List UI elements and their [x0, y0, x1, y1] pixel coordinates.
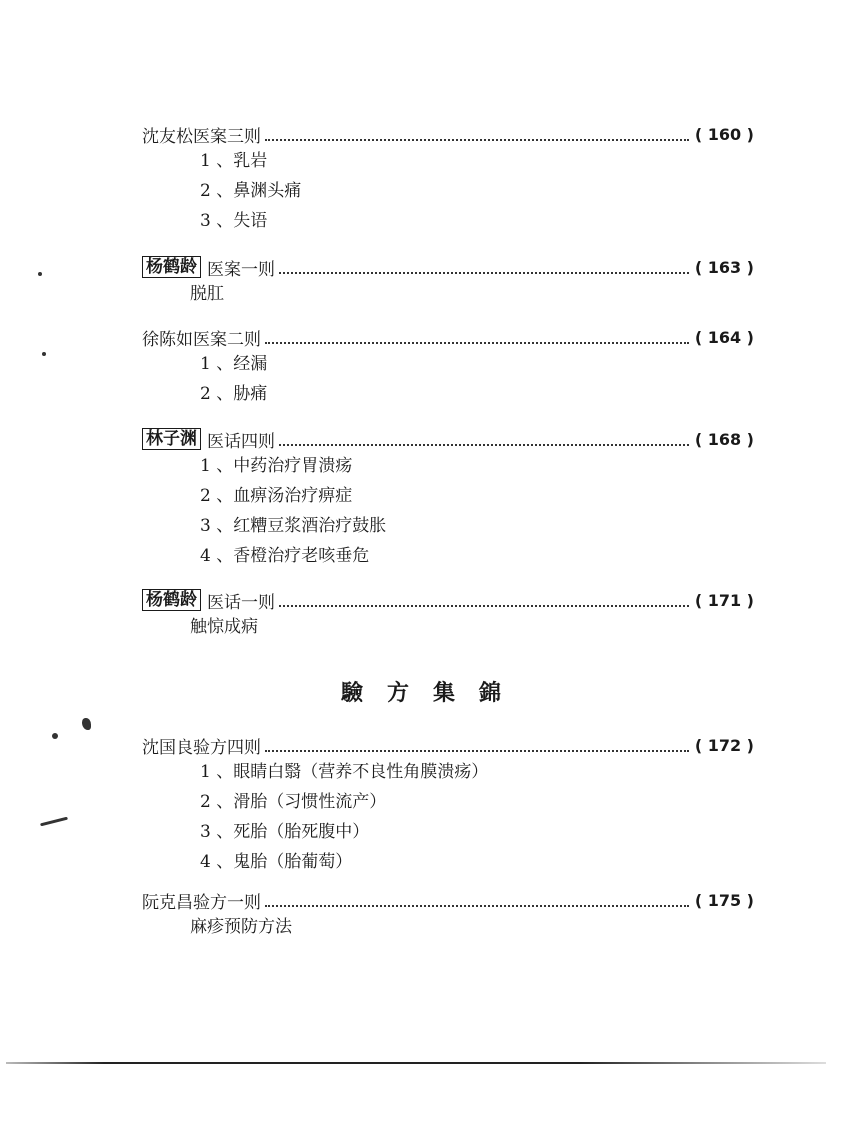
leader-dots	[265, 138, 689, 141]
section-heading: 驗方集錦	[340, 680, 525, 706]
toc-entry-yang-heling-case	[142, 255, 754, 309]
toc-entry-row	[142, 733, 754, 757]
sub-item: 触惊成病	[190, 617, 258, 637]
leader-dots	[279, 271, 689, 274]
leader-dots	[265, 341, 689, 344]
leader-dots	[265, 749, 689, 752]
entry-title: 医话一则	[207, 592, 275, 613]
scan-speck	[42, 352, 46, 356]
entry-title: 医话四则	[207, 431, 275, 452]
bottom-rule	[6, 1062, 826, 1064]
toc-entry-row	[142, 255, 754, 279]
toc-entry-lin-ziyuan	[142, 427, 754, 571]
toc-entry-xu-chenru	[142, 325, 754, 409]
entry-title: 沈友松医案三则	[142, 126, 261, 147]
page-number: ( 164 )	[694, 327, 754, 347]
entry-title: 沈国良验方四则	[142, 737, 261, 758]
entry-title: 徐陈如医案二则	[142, 329, 261, 350]
sub-item: 1 、眼睛白翳（营养不良性角膜溃疡）	[200, 762, 489, 782]
toc-entry-yang-heling-talk	[142, 588, 754, 642]
toc-entry-row	[142, 588, 754, 612]
leader-dots	[279, 604, 689, 607]
author-box: 杨鹤龄	[142, 256, 201, 278]
page-number: ( 160 )	[694, 124, 754, 144]
sub-item: 3 、失语	[200, 211, 268, 231]
leader-dots	[265, 904, 689, 907]
author-box: 杨鹤龄	[142, 589, 201, 611]
scan-speck	[52, 733, 58, 739]
sub-item: 4 、鬼胎（胎葡萄）	[200, 852, 353, 872]
sub-item: 1 、经漏	[200, 354, 268, 374]
toc-entry-shen-yousong	[142, 122, 754, 236]
sub-item: 麻疹预防方法	[190, 917, 292, 937]
toc-entry-row	[142, 122, 754, 146]
leader-dots	[279, 443, 689, 446]
toc-entry-shen-guoliang	[142, 733, 754, 877]
entry-title: 阮克昌验方一则	[142, 892, 261, 913]
sub-item: 4 、香橙治疗老咳垂危	[200, 546, 370, 566]
scan-speck	[38, 272, 42, 276]
sub-item: 3 、红糟豆浆酒治疗鼓胀	[200, 516, 387, 536]
page-number: ( 163 )	[694, 257, 754, 277]
sub-item: 1 、中药治疗胃溃疡	[200, 456, 353, 476]
sub-item: 2 、鼻渊头痛	[200, 181, 302, 201]
toc-entry-ruan-kechang	[142, 888, 754, 942]
sub-item: 脱肛	[190, 284, 224, 304]
toc-entry-row	[142, 888, 754, 912]
page-number: ( 172 )	[694, 735, 754, 755]
sub-item: 2 、胁痛	[200, 384, 268, 404]
scan-speck	[82, 718, 91, 730]
author-box: 林子渊	[142, 428, 201, 450]
sub-item: 2 、血痹汤治疗痹症	[200, 486, 353, 506]
scan-speck	[40, 817, 68, 827]
sub-item: 2 、滑胎（习惯性流产）	[200, 792, 387, 812]
sub-item: 3 、死胎（胎死腹中）	[200, 822, 370, 842]
toc-entry-row	[142, 427, 754, 451]
page-number: ( 171 )	[694, 590, 754, 610]
page-number: ( 168 )	[694, 429, 754, 449]
sub-item: 1 、乳岩	[200, 151, 268, 171]
toc-entry-row	[142, 325, 754, 349]
page-number: ( 175 )	[694, 890, 754, 910]
entry-title: 医案一则	[207, 259, 275, 280]
